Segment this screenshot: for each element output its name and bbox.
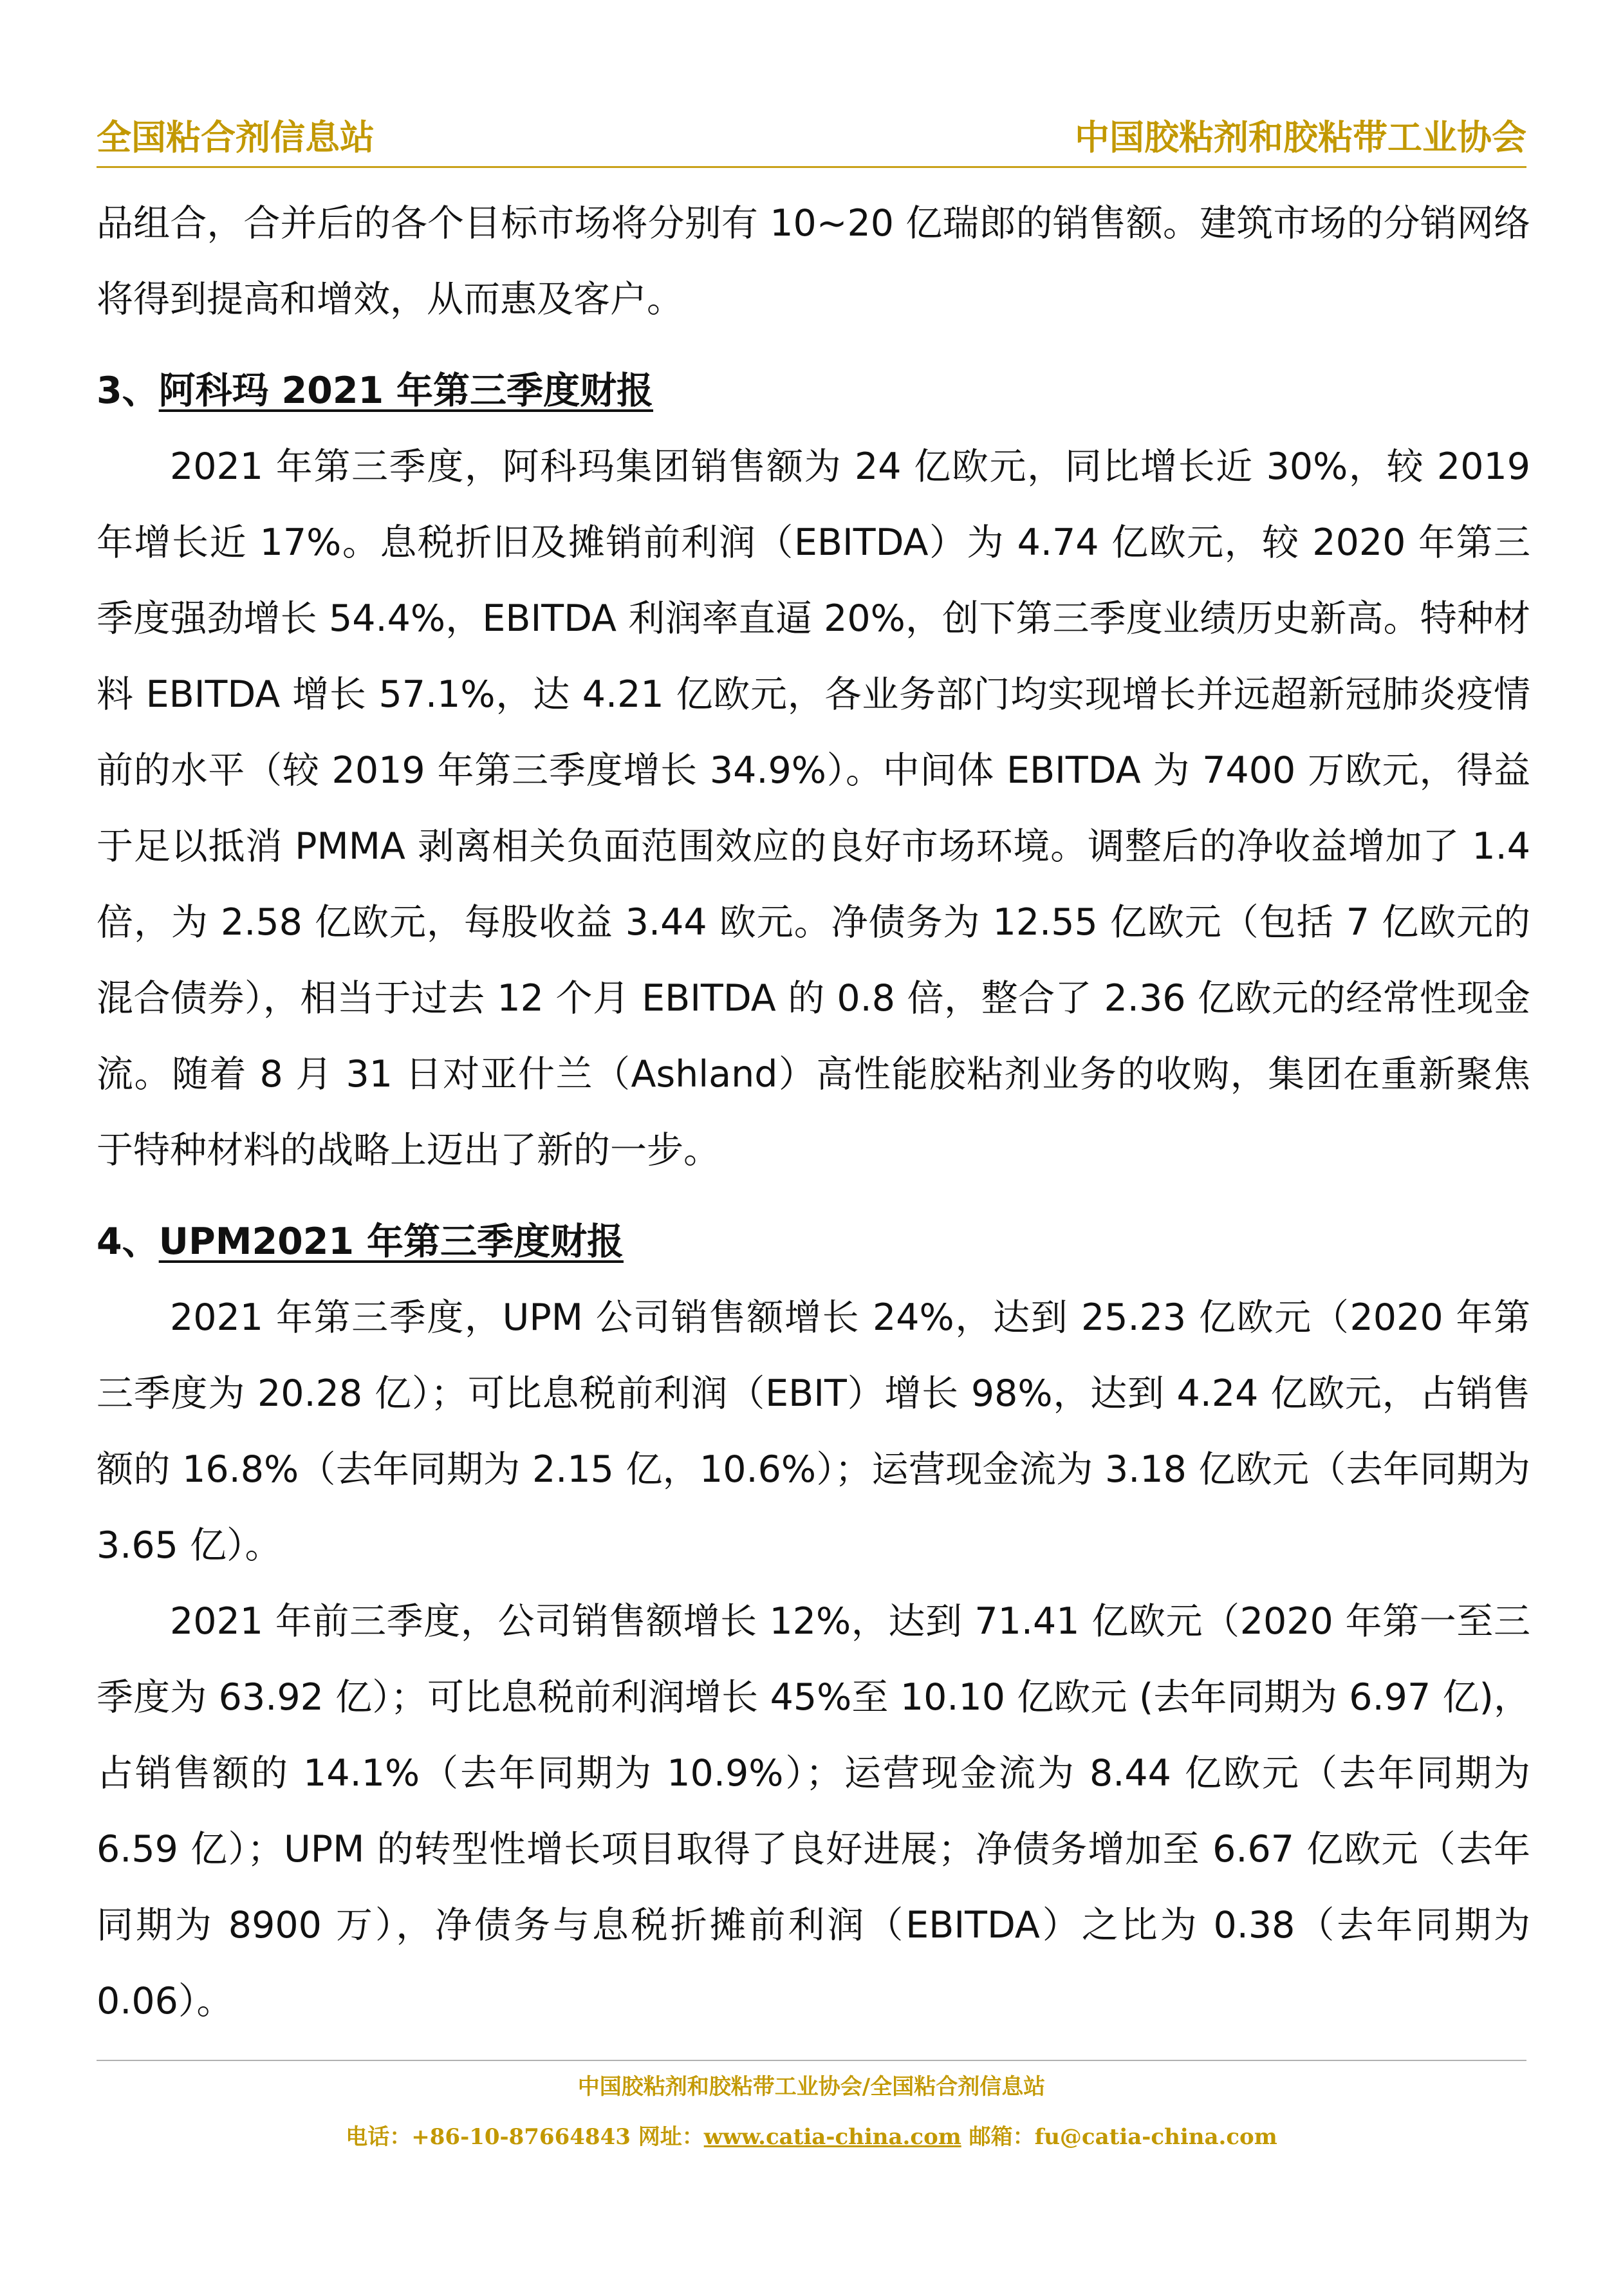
section-4-title: UPM2021 年第三季度财报 bbox=[158, 1220, 624, 1263]
header-right-title: 中国胶粘剂和胶粘带工业协会 bbox=[1075, 117, 1526, 158]
footer-divider bbox=[97, 2060, 1526, 2061]
footer-org-line: 中国胶粘剂和胶粘带工业协会/全国粘合剂信息站 bbox=[577, 2074, 1046, 2100]
section-3-title: 阿科玛 2021 年第三季度财报 bbox=[158, 369, 654, 412]
section-4-paragraph-2: 2021 年前三季度，公司销售额增长 12%，达到 71.41 亿欧元（2020 年第一至三季度为 63.92 亿）；可比息税前利润增长 45%至 10.10 亿欧元 (去年同期为 6.97 亿)，占销售额的 14.1%（去年同期为 10.9%）；运营现金流为 8.44 亿欧元（去年同期为 6.59 亿）；UPM 的转型性增长项目取得了良好进展；净债务增加至 6.67 亿欧元（去年同期为 8900 万），净债务与息税折摊前利润（EBITDA）之比为 0.38（去年同期为 0.06）。 bbox=[97, 1600, 1530, 2022]
section-4-paragraph-1: 2021 年第三季度，UPM 公司销售额增长 24%，达到 25.23 亿欧元（2020 年第三季度为 20.28 亿）；可比息税前利润（EBIT）增长 98%，达到 4.24 亿欧元，占销售额的 16.8%（去年同期为 2.15 亿，10.6%）；运营现金流为 3.18 亿欧元（去年同期为 3.65 亿）。 bbox=[97, 1296, 1530, 1567]
footer-email-label: 邮箱： bbox=[969, 2124, 1035, 2150]
section-3-heading bbox=[97, 353, 1530, 429]
section-3-number: 3、 bbox=[97, 369, 159, 412]
footer-contact-line bbox=[0, 2118, 1623, 2156]
footer-phone: +86-10-87664843 bbox=[411, 2124, 631, 2150]
page-header bbox=[97, 108, 1526, 168]
page-content bbox=[97, 185, 1530, 2039]
section-4-heading bbox=[97, 1204, 1530, 1280]
footer-website-label: 网址： bbox=[638, 2124, 704, 2150]
section-3-paragraph: 2021 年第三季度，阿科玛集团销售额为 24 亿欧元，同比增长近 30%，较 2019 年增长近 17%。息税折旧及摊销前利润（EBITDA）为 4.74 亿欧元，较 2020 年第三季度强劲增长 54.4%，EBITDA 利润率直逼 20%，创下第三季度业绩历史新高。特种材料 EBITDA 增长 57.1%，达 4.21 亿欧元，各业务部门均实现增长并远超新冠肺炎疫情前的水平（较 2019 年第三季度增长 34.9%）。中间体 EBITDA 为 7400 万欧元，得益于足以抵消 PMMA 剥离相关负面范围效应的良好市场环境。调整后的净收益增加了 1.4 倍，为 2.58 亿欧元，每股收益 3.44 欧元。净债务为 12.55 亿欧元（包括 7 亿欧元的混合债券），相当于过去 12 个月 EBITDA 的 0.8 倍，整合了 2.36 亿欧元的经常性现金流。随着 8 月 31 日对亚什兰（Ashland）高性能胶粘剂业务的收购，集团在重新聚焦于特种材料的战略上迈出了新的一步。 bbox=[97, 445, 1530, 1171]
header-left-title: 全国粘合剂信息站 bbox=[97, 117, 375, 158]
footer-email: fu@catia-china.com bbox=[1034, 2124, 1277, 2150]
footer-phone-label: 电话： bbox=[346, 2124, 412, 2150]
footer-website-link[interactable]: www.catia-china.com bbox=[703, 2124, 961, 2150]
section-4-number: 4、 bbox=[97, 1220, 159, 1263]
intro-paragraph: 品组合，合并后的各个目标市场将分别有 10~20 亿瑞郎的销售额。建筑市场的分销网络将得到提高和增效，从而惠及客户。 bbox=[97, 202, 1530, 321]
